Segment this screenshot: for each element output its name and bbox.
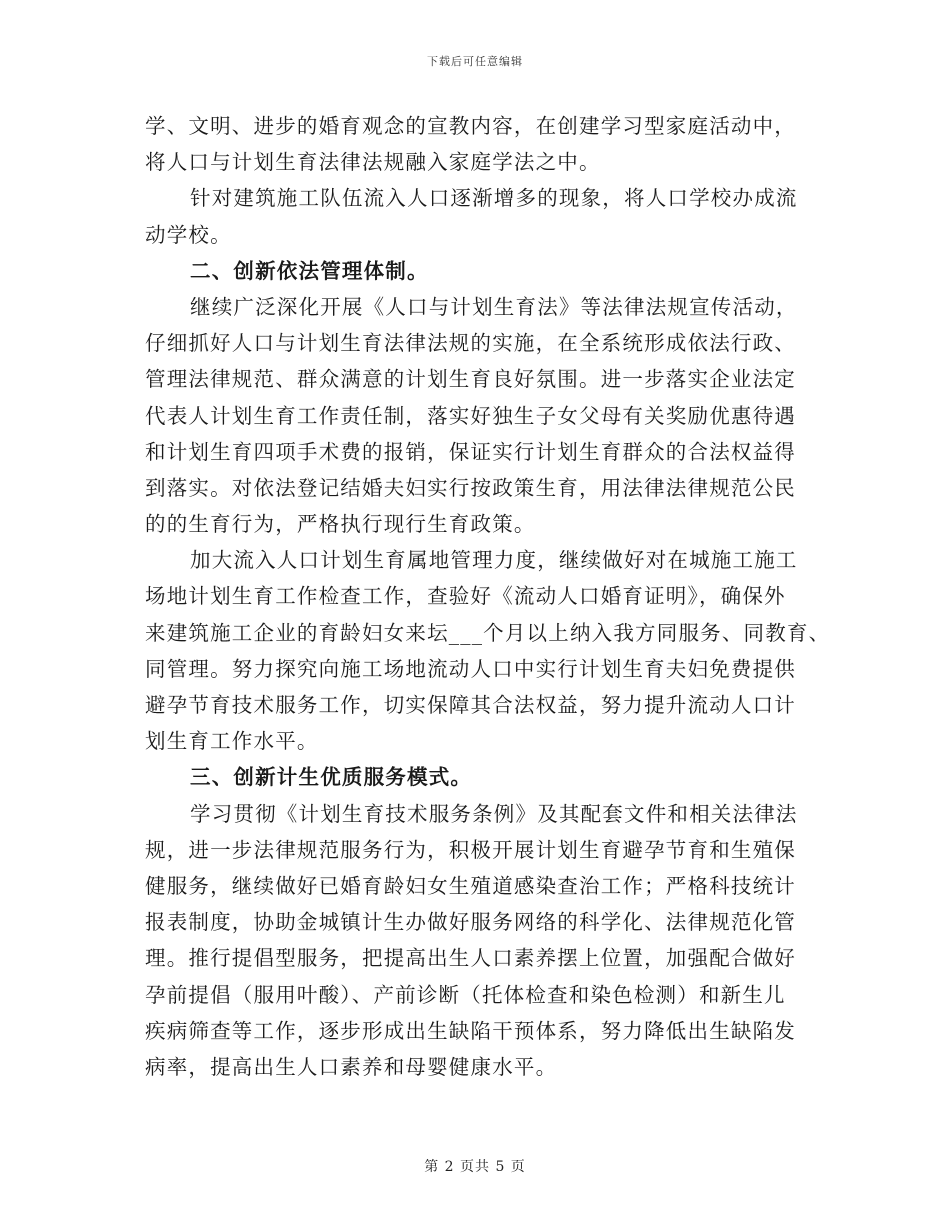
text-line: 将人口与计划生育法律法规融入家庭学法之中。 <box>145 150 601 175</box>
text-line: 学习贯彻《计划生育技术服务条例》及其配套文件和相关法律法 <box>190 801 798 826</box>
text-line: 的的生育行为，严格执行现行生育政策。 <box>145 512 536 537</box>
text-line: 加大流入人口计划生育属地管理力度，继续做好对在城施工施工 <box>190 548 798 573</box>
text-line: 孕前提倡（服用叶酸）、产前诊断（托体检查和染色检测）和新生儿 <box>145 982 786 1007</box>
text-line: 报表制度，协助金城镇计生办做好服务网络的科学化、法律规范化管 <box>145 910 796 935</box>
text-line: 动学校。 <box>145 222 232 247</box>
text-line: 健服务，继续做好已婚育龄妇女生殖道感染查治工作；严格科技统计 <box>145 873 796 898</box>
text-line: 疾病筛查等工作，逐步形成出生缺陷干预体系，努力降低出生缺陷发 <box>145 1018 796 1043</box>
text-line: 来建筑施工企业的育龄妇女来坛___个月以上纳入我方同服务、同教育、 <box>145 620 831 645</box>
text-line: 到落实。对依法登记结婚夫妇实行按政策生育，用法律法律规范公民 <box>145 475 796 500</box>
text-line: 管理法律规范、群众满意的计划生育良好氛围。进一步落实企业法定 <box>145 367 796 392</box>
text-line: 仔细抓好人口与计划生育法律法规的实施，在全系统形成依法行政、 <box>145 331 796 356</box>
text-line: 病率，提高出生人口素养和母婴健康水平。 <box>145 1054 558 1079</box>
text-line: 继续广泛深化开展《人口与计划生育法》等法律法规宣传活动， <box>190 294 798 319</box>
text-line: 划生育工作水平。 <box>145 729 319 754</box>
text-line: 同管理。努力探究向施工场地流动人口中实行计划生育夫妇免费提供 <box>145 656 796 681</box>
text-line: 场地计划生育工作检查工作，查验好《流动人口婚育证明》，确保外 <box>145 584 786 609</box>
page-header: 下载后可任意编辑 <box>427 55 523 68</box>
text-line: 和计划生育四项手术费的报销，保证实行计划生育群众的合法权益得 <box>145 439 796 464</box>
text-line: 代表人计划生育工作责任制，落实好独生子女父母有关奖励优惠待遇 <box>145 403 796 428</box>
page-footer: 第 2 页共 5 页 <box>424 1159 526 1175</box>
text-line: 理。推行提倡型服务，把提高出生人口素养摆上位置，加强配合做好 <box>145 946 796 971</box>
document-body <box>145 108 831 1085</box>
text-line: 规，进一步法律规范服务行为，积极开展计划生育避孕节育和生殖保 <box>145 837 796 862</box>
text-line: 针对建筑施工队伍流入人口逐渐增多的现象，将人口学校办成流 <box>190 186 798 211</box>
section-heading: 三、创新计生优质服务模式。 <box>190 765 473 790</box>
text-line: 学、文明、进步的婚育观念的宣教内容，在创建学习型家庭活动中， <box>145 114 796 138</box>
section-heading: 二、创新依法管理体制。 <box>190 258 429 283</box>
text-line: 避孕节育技术服务工作，切实保障其合法权益，努力提升流动人口计 <box>145 693 796 717</box>
